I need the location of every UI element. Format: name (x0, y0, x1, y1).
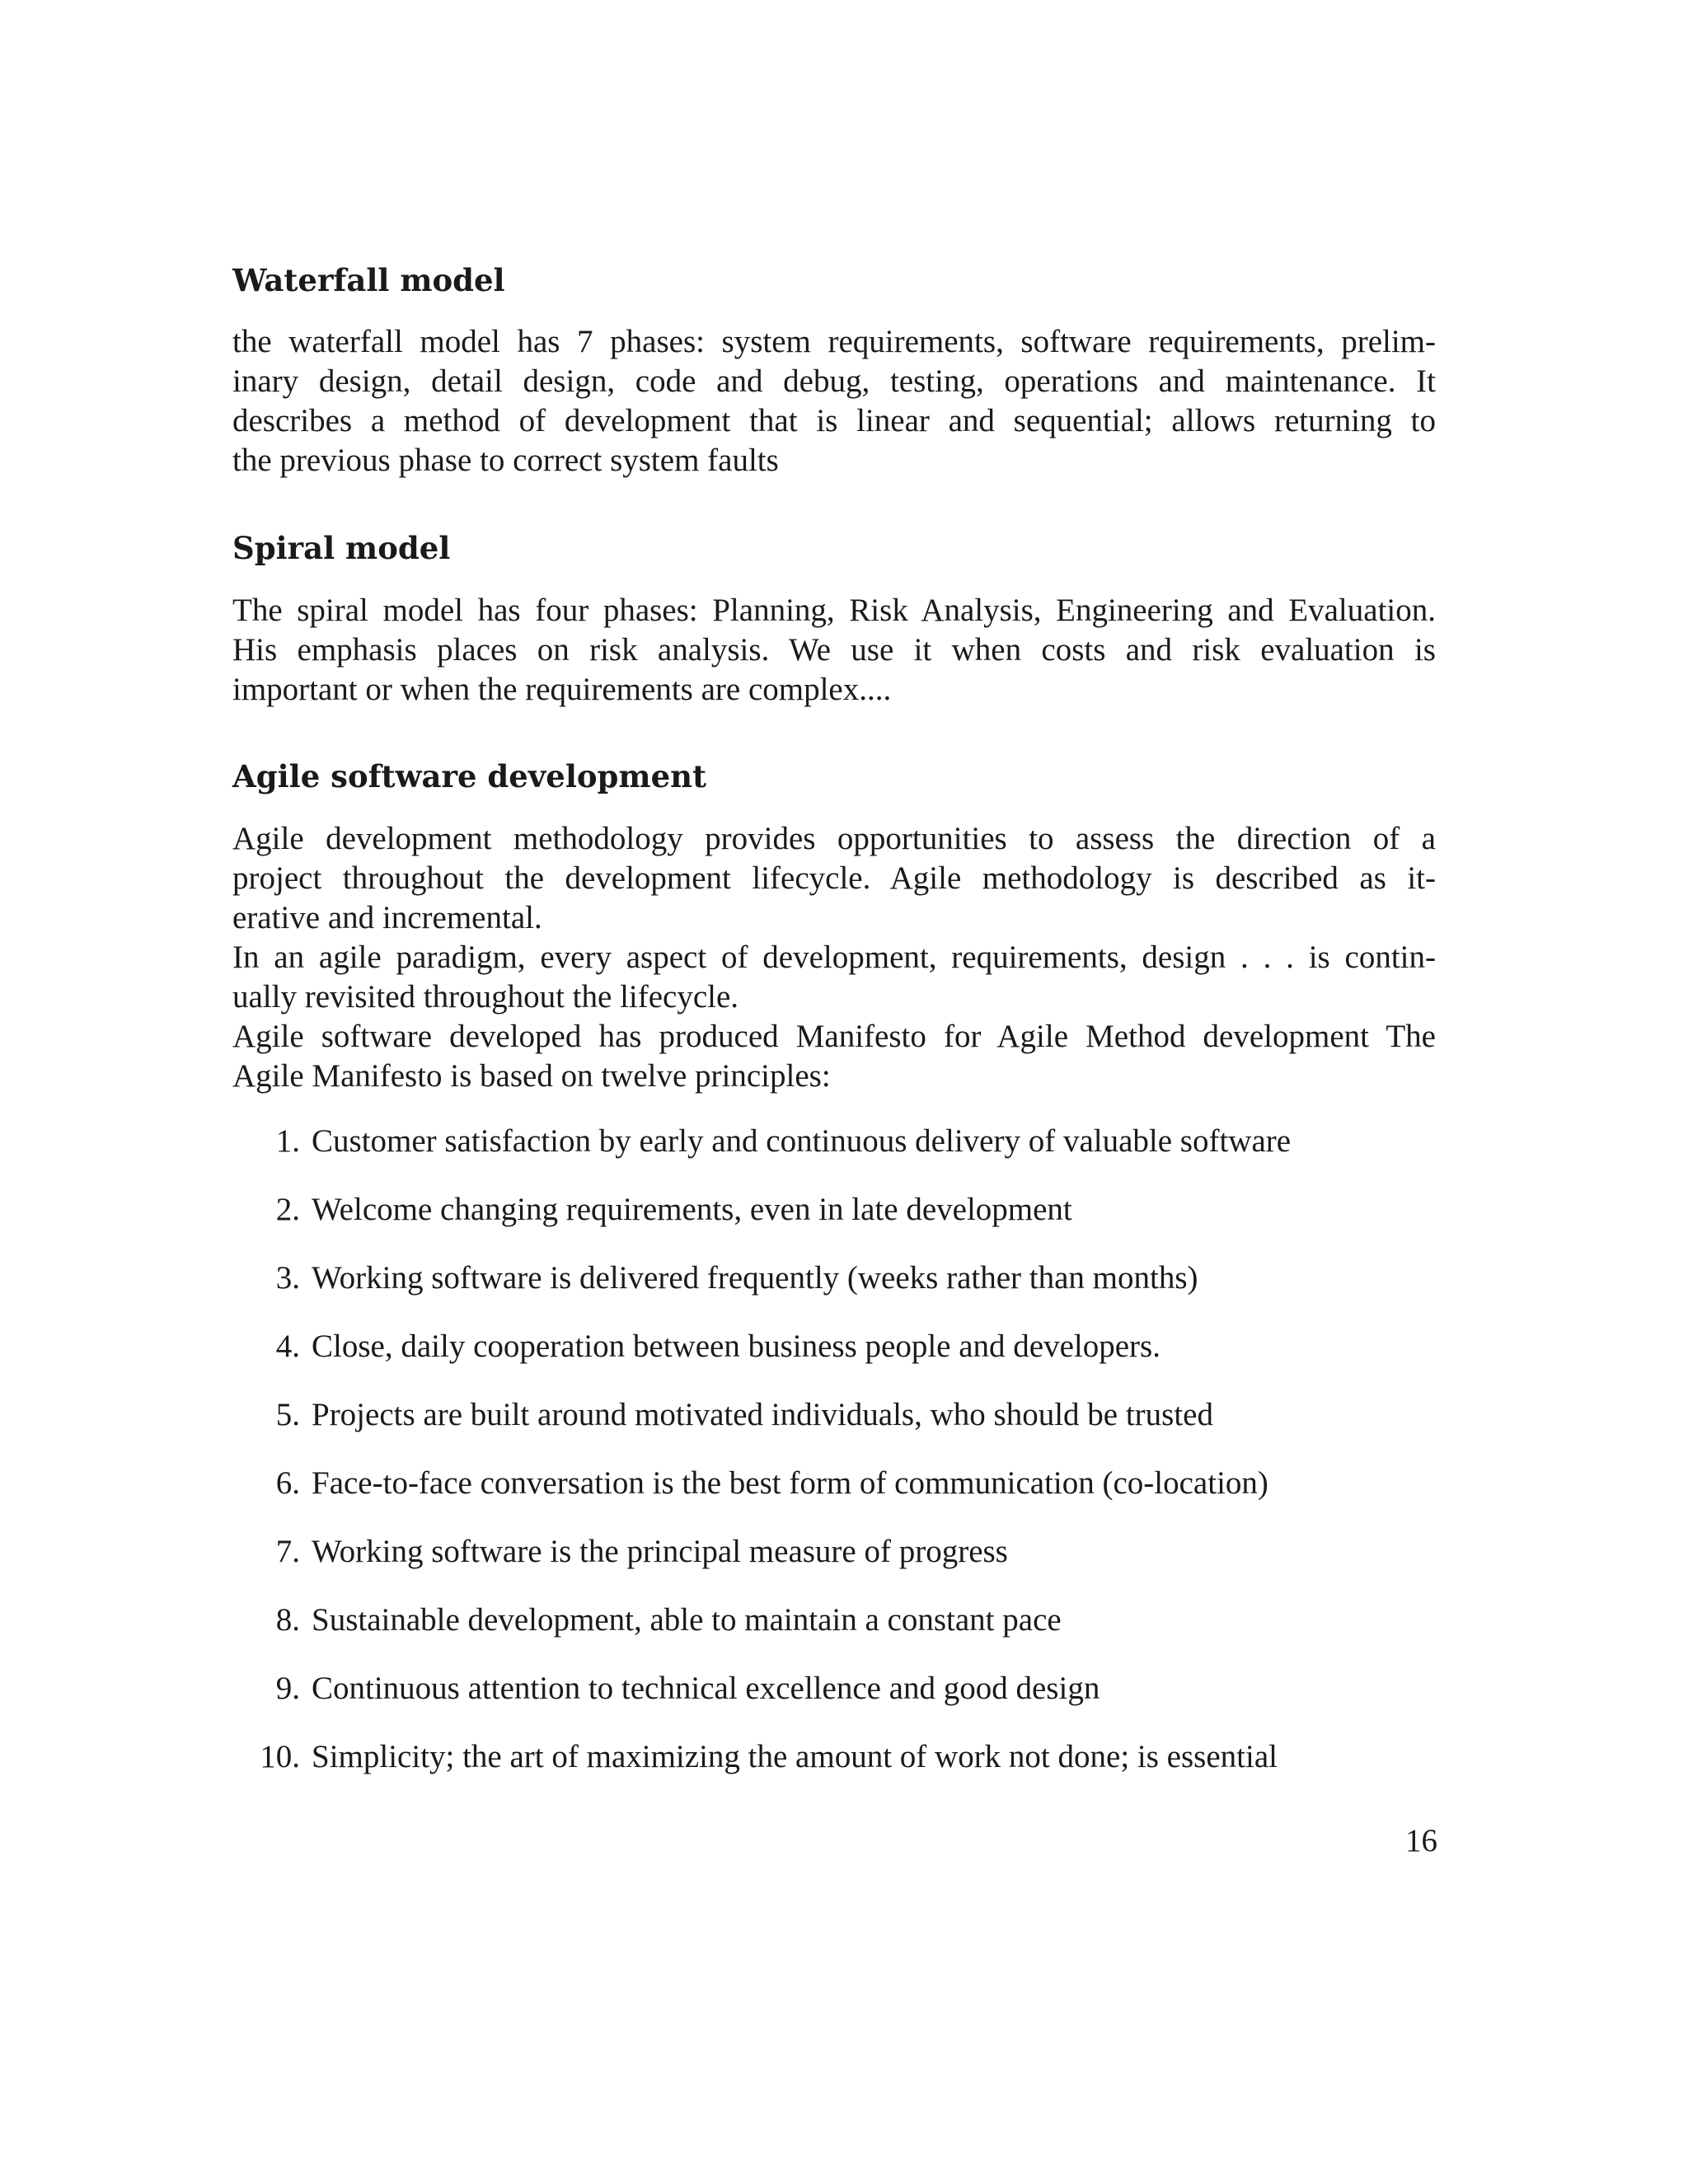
text-line: The spiral model has four phases: Planning, Risk Analysis, Engineering and Evaluation. (232, 593, 1436, 628)
list-item-number: 2. (275, 1192, 300, 1227)
text-line: important or when the requirements are complex.... (232, 672, 892, 707)
list-item-text: Projects are built around motivated individuals, who should be trusted (312, 1397, 1213, 1432)
list-item (232, 1601, 1436, 1640)
paragraph-agile (232, 819, 1436, 1096)
text-line: His emphasis places on risk analysis. We use it when costs and risk evaluation is (232, 632, 1436, 668)
paragraph-waterfall (232, 322, 1436, 480)
list-item (232, 1395, 1436, 1435)
list-item-text: Customer satisfaction by early and continuous delivery of valuable software (312, 1123, 1292, 1159)
text-line: Agile Manifesto is based on twelve principles: (232, 1058, 831, 1094)
text-line: Agile software developed has produced Manifesto for Agile Method development The (232, 1019, 1436, 1054)
text-line: project throughout the development lifecycle. Agile methodology is described as it- (232, 860, 1436, 896)
list-item-number: 5. (275, 1397, 300, 1432)
section-heading-agile: Agile software development (232, 758, 707, 794)
list-item-number: 4. (275, 1329, 300, 1364)
text-line: erative and incremental. (232, 900, 542, 935)
text-line: Agile development methodology provides opportunities to assess the direction of a (232, 821, 1436, 856)
text-line: describes a method of development that is linear and sequential; allows returning to (232, 403, 1436, 438)
list-item-text: Face-to-face conversation is the best form of communication (co-location) (312, 1465, 1268, 1501)
list-item (232, 1737, 1436, 1777)
list-item (232, 1464, 1436, 1503)
paragraph-spiral (232, 591, 1436, 710)
list-item-text: Welcome changing requirements, even in late development (312, 1192, 1072, 1227)
text-line: the previous phase to correct system faults (232, 443, 779, 478)
list-item-number: 9. (275, 1671, 300, 1706)
list-item (232, 1258, 1436, 1298)
section-heading-waterfall: Waterfall model (232, 262, 505, 298)
section-heading-spiral: Spiral model (232, 530, 451, 566)
list-item-text: Working software is the principal measure of progress (312, 1534, 1008, 1569)
text-line: ually revisited throughout the lifecycle. (232, 979, 739, 1015)
page-number: 16 (1405, 1823, 1437, 1858)
list-item (232, 1122, 1436, 1161)
list-item-text: Continuous attention to technical excellence and good design (312, 1671, 1100, 1706)
list-item-number: 3. (275, 1260, 300, 1296)
list-item (232, 1327, 1436, 1366)
list-item-number: 6. (275, 1465, 300, 1501)
list-item-number: 7. (275, 1534, 300, 1569)
text-line: In an agile paradigm, every aspect of development, requirements, design . . . is contin- (232, 940, 1436, 975)
list-item-text: Working software is delivered frequently (weeks rather than months) (312, 1260, 1198, 1296)
list-item-text: Simplicity; the art of maximizing the amount of work not done; is essential (312, 1739, 1278, 1774)
list-item (232, 1669, 1436, 1708)
list-item-number: 10. (260, 1739, 300, 1774)
list-item (232, 1532, 1436, 1572)
list-item-number: 1. (275, 1123, 300, 1159)
list-item-text: Close, daily cooperation between business people and developers. (312, 1329, 1160, 1364)
list-item-number: 8. (275, 1602, 300, 1638)
text-line: the waterfall model has 7 phases: system requirements, software requirements, prelim- (232, 324, 1436, 359)
list-item-text: Sustainable development, able to maintain a constant pace (312, 1602, 1062, 1638)
text-line: inary design, detail design, code and debug, testing, operations and maintenance. It (232, 363, 1436, 399)
list-item (232, 1190, 1436, 1230)
